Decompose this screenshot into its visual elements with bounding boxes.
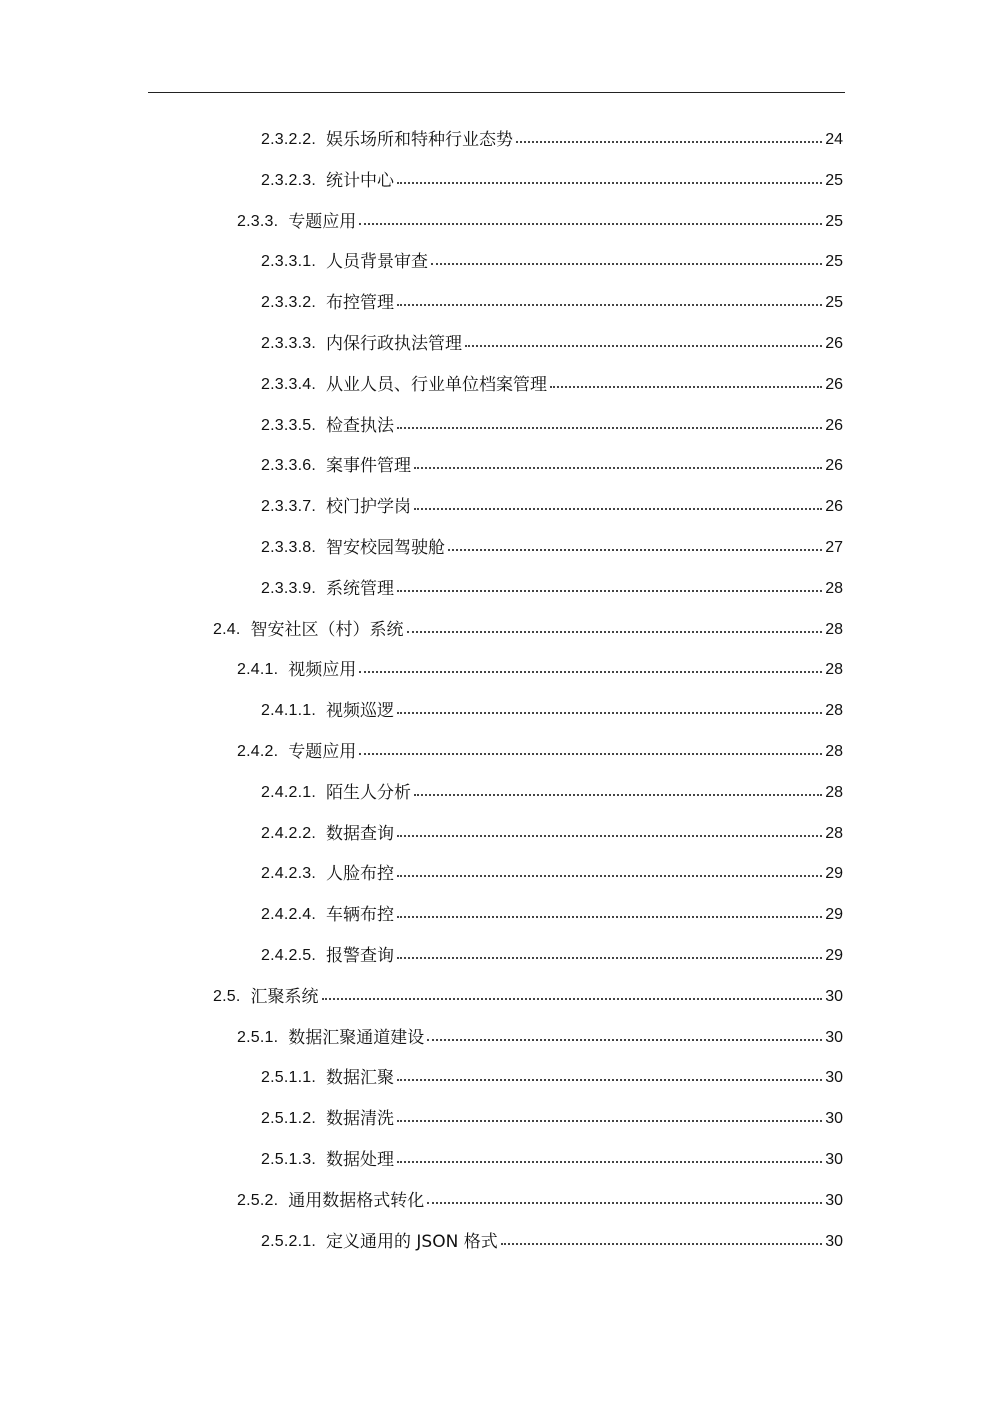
toc-entry[interactable]	[261, 242, 843, 282]
dot-leader	[414, 508, 822, 510]
toc-entry-page-number: 28	[825, 783, 843, 801]
toc-entry-title: 系统管理	[325, 578, 394, 599]
toc-entry[interactable]	[237, 202, 843, 242]
toc-entry-page-number: 29	[825, 947, 843, 964]
toc-entry-title: 报警查询	[325, 946, 394, 966]
toc-entry-title: 检查执法	[325, 415, 394, 436]
toc-entry-number: 2.5.1.1.	[261, 1069, 316, 1087]
toc-entry-title: 校门护学岗	[325, 497, 411, 518]
toc-entry-number: 2.4.2.3.	[261, 865, 316, 883]
toc-entry[interactable]	[237, 1181, 843, 1221]
toc-entry-title: 通用数据格式转化	[288, 1190, 425, 1211]
dot-leader	[397, 875, 822, 877]
dot-leader	[322, 998, 823, 1000]
toc-entry-number: 2.4.1.1.	[261, 702, 316, 720]
toc-entry-title: 统计中心	[325, 170, 394, 191]
toc-entry-number: 2.3.3.3.	[261, 335, 316, 352]
toc-entry-number: 2.5.1.3.	[261, 1151, 316, 1168]
dot-leader	[501, 1243, 823, 1245]
dot-leader	[407, 631, 823, 633]
toc-entry-page-number: 28	[825, 579, 843, 597]
toc-entry[interactable]	[261, 691, 843, 731]
toc-entry-number: 2.3.3.9.	[261, 579, 316, 597]
toc-entry-number: 2.4.2.4.	[261, 906, 316, 924]
toc-entry-number: 2.5.1.	[237, 1028, 279, 1046]
toc-entry-number: 2.4.2.	[237, 743, 279, 760]
toc-entry-title: 内保行政执法管理	[325, 334, 462, 354]
dot-leader	[465, 345, 822, 347]
toc-entry[interactable]	[261, 365, 843, 405]
toc-entry[interactable]	[261, 854, 843, 894]
toc-entry[interactable]	[237, 650, 843, 690]
toc-entry-number: 2.4.2.1.	[261, 783, 316, 801]
toc-entry-page-number: 30	[825, 1191, 843, 1209]
dot-leader	[550, 386, 822, 388]
toc-entry-page-number: 26	[825, 416, 843, 434]
toc-entry-number: 2.3.3.7.	[261, 498, 316, 516]
toc-entry[interactable]	[261, 569, 843, 609]
dot-leader	[359, 671, 822, 673]
toc-entry-title: 专题应用	[288, 742, 357, 762]
toc-entry-page-number: 28	[825, 743, 843, 760]
dot-leader	[397, 957, 822, 959]
toc-entry[interactable]	[237, 732, 843, 772]
toc-entry[interactable]	[261, 446, 843, 486]
toc-entry[interactable]	[213, 610, 843, 650]
toc-entry[interactable]	[261, 406, 843, 446]
toc-entry-page-number: 25	[825, 171, 843, 189]
toc-entry-title: 布控管理	[325, 293, 394, 314]
dot-leader	[397, 1079, 822, 1081]
toc-entry[interactable]	[237, 1018, 843, 1058]
toc-entry-number: 2.4.1.	[237, 661, 279, 679]
toc-entry-title: 视频巡逻	[325, 701, 394, 722]
toc-entry-number: 2.3.2.2.	[261, 131, 316, 148]
dot-leader	[516, 141, 822, 143]
toc-entry-number: 2.3.3.	[237, 212, 279, 230]
dot-leader	[397, 1161, 822, 1163]
toc-entry-title: 数据处理	[325, 1150, 394, 1170]
toc-entry[interactable]	[261, 895, 843, 935]
toc-entry-title: 智安社区（村）系统	[250, 619, 404, 640]
toc-entry-number: 2.3.3.8.	[261, 539, 316, 556]
toc-entry-page-number: 25	[825, 212, 843, 230]
toc-entry-page-number: 26	[825, 335, 843, 352]
toc-entry-number: 2.5.	[213, 987, 241, 1005]
toc-entry-page-number: 25	[825, 253, 843, 271]
toc-entry-title: 人员背景审查	[325, 252, 428, 273]
toc-entry-title: 数据汇聚	[325, 1068, 394, 1089]
dot-leader	[414, 794, 822, 796]
toc-entry-page-number: 28	[825, 620, 843, 638]
toc-entry-page-number: 28	[825, 824, 843, 842]
toc-entry-number: 2.4.2.2.	[261, 824, 316, 842]
dot-leader	[397, 182, 822, 184]
toc-entry-number: 2.5.1.2.	[261, 1110, 316, 1128]
toc-entry[interactable]	[261, 120, 843, 160]
toc-entry-page-number: 30	[825, 1028, 843, 1046]
dot-leader	[448, 549, 822, 551]
toc-entry[interactable]	[213, 977, 843, 1017]
toc-entry-page-number: 25	[825, 294, 843, 312]
toc-entry[interactable]	[261, 283, 843, 323]
toc-entry-page-number: 26	[825, 498, 843, 516]
toc-entry-title: 专题应用	[288, 211, 357, 232]
toc-entry-page-number: 24	[825, 131, 843, 148]
toc-entry-page-number: 30	[825, 1232, 843, 1250]
dot-leader	[427, 1202, 822, 1204]
toc-entry-number: 2.3.3.6.	[261, 457, 316, 475]
dot-leader	[397, 1120, 822, 1122]
dot-leader	[397, 304, 822, 306]
toc-entry-page-number: 30	[825, 1151, 843, 1168]
toc-entry[interactable]	[261, 1058, 843, 1098]
toc-entry-title: 智安校园驾驶舱	[325, 538, 445, 558]
toc-entry-page-number: 30	[825, 987, 843, 1005]
toc-entry[interactable]	[261, 1222, 843, 1262]
toc-entry-number: 2.3.3.2.	[261, 294, 316, 312]
toc-entry-page-number: 28	[825, 661, 843, 679]
toc-entry-title: 娱乐场所和特种行业态势	[325, 130, 513, 150]
toc-entry[interactable]	[261, 1099, 843, 1139]
toc-entry-title: 数据清洗	[325, 1109, 394, 1130]
toc-entry-page-number: 27	[825, 539, 843, 556]
toc-entry-title: 人脸布控	[325, 864, 394, 885]
dot-leader	[397, 427, 822, 429]
header-rule	[148, 92, 845, 93]
toc-entry-title: 汇聚系统	[250, 986, 319, 1007]
toc-entry-page-number: 28	[825, 702, 843, 720]
toc-entry-number: 2.4.	[213, 620, 241, 638]
toc-entry[interactable]	[261, 161, 843, 201]
toc-entry-title: 定义通用的 JSON 格式	[325, 1231, 498, 1252]
toc-entry[interactable]	[261, 1140, 843, 1180]
toc-entry-number: 2.3.3.4.	[261, 375, 316, 393]
dot-leader	[397, 590, 822, 592]
toc-entry-page-number: 29	[825, 906, 843, 924]
toc-entry-number: 2.5.2.	[237, 1191, 279, 1209]
toc-entry-title: 视频应用	[288, 660, 357, 681]
toc-entry[interactable]	[261, 487, 843, 527]
dot-leader	[397, 835, 822, 837]
dot-leader	[397, 712, 822, 714]
toc-entry[interactable]	[261, 773, 843, 813]
toc-entry-page-number: 30	[825, 1069, 843, 1087]
dot-leader	[359, 223, 822, 225]
dot-leader	[397, 916, 822, 918]
toc-entry-number: 2.4.2.5.	[261, 947, 316, 964]
toc-entry-title: 从业人员、行业单位档案管理	[325, 374, 547, 395]
toc-entry[interactable]	[261, 936, 843, 976]
toc-entry-title: 车辆布控	[325, 905, 394, 926]
toc-entry-page-number: 30	[825, 1110, 843, 1128]
toc-entry-number: 2.3.3.5.	[261, 416, 316, 434]
toc-entry[interactable]	[261, 814, 843, 854]
toc-entry-page-number: 26	[825, 457, 843, 475]
toc-entry[interactable]	[261, 324, 843, 364]
toc-entry-page-number: 26	[825, 375, 843, 393]
toc-entry-number: 2.3.3.1.	[261, 253, 316, 271]
dot-leader	[414, 467, 822, 469]
toc-entry-page-number: 29	[825, 865, 843, 883]
dot-leader	[427, 1039, 822, 1041]
toc-entry-number: 2.5.2.1.	[261, 1232, 316, 1250]
toc-entry-title: 数据汇聚通道建设	[288, 1027, 425, 1048]
dot-leader	[359, 753, 822, 755]
toc-entry-title: 数据查询	[325, 823, 394, 844]
toc-entry-title: 案事件管理	[325, 456, 411, 477]
toc-entry[interactable]	[261, 528, 843, 568]
toc-entry-number: 2.3.2.3.	[261, 171, 316, 189]
toc-entry-title: 陌生人分析	[325, 782, 411, 803]
dot-leader	[431, 263, 822, 265]
